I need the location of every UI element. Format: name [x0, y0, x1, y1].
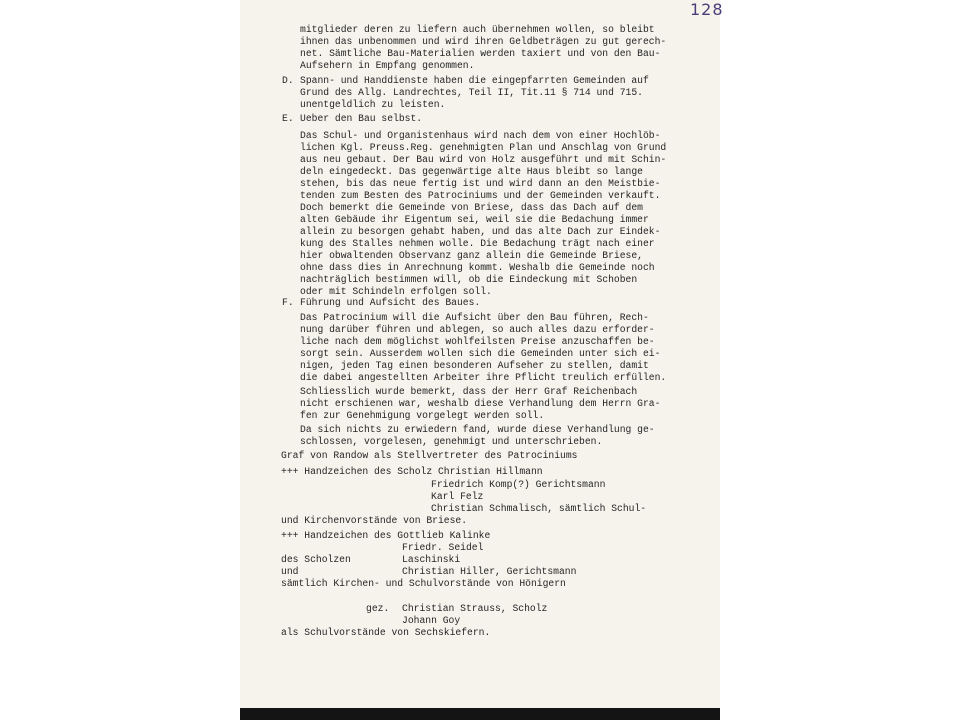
- text-line: oder mit Schindeln erfolgen soll.: [300, 286, 492, 297]
- text-line: Das Patrocinium will die Aufsicht über den Bau führen, Rech-: [300, 312, 649, 323]
- text-line: die dabei angestellten Arbeiter ihre Pflicht treulich erfüllen.: [300, 372, 667, 383]
- text-line: nicht erschienen war, weshalb diese Verhandlung dem Herrn Gra-: [300, 398, 661, 409]
- text-line: net. Sämtliche Bau-Materialien werden taxiert und von den Bau-: [300, 48, 661, 59]
- signature-name: Karl Felz: [431, 491, 484, 502]
- section-marker: D.: [282, 75, 294, 86]
- text-line: unentgeldlich zu leisten.: [300, 99, 446, 110]
- text-line: schlossen, vorgelesen, genehmigt und unterschrieben.: [300, 436, 603, 447]
- signature-line: Graf von Randow als Stellvertreter des Patrociniums: [281, 450, 578, 461]
- scan-bottom-edge: [240, 708, 720, 720]
- text-line: aus neu gebaut. Der Bau wird von Holz ausgeführt und mit Schin-: [300, 154, 667, 165]
- signature-name: Laschinski: [402, 554, 461, 565]
- signature-name: Christian Strauss, Scholz: [402, 603, 548, 614]
- signature-name: Friedr. Seidel: [402, 542, 484, 553]
- signature-name: Christian Hiller, Gerichtsmann: [402, 566, 577, 577]
- text-line: Da sich nichts zu erwiedern fand, wurde diese Verhandlung ge-: [300, 424, 655, 435]
- section-marker: E.: [282, 113, 294, 124]
- signature-name: Friedrich Komp(?) Gerichtsmann: [431, 479, 606, 490]
- text-line: Aufsehern in Empfang genommen.: [300, 60, 475, 71]
- section-marker: F.: [282, 297, 294, 308]
- text-line: lichen Kgl. Preuss.Reg. genehmigten Plan und Anschlag von Grund: [300, 142, 667, 153]
- text-line: fen zur Genehmigung vorgelegt werden soll.: [300, 410, 545, 421]
- signature-label: und: [281, 566, 299, 577]
- text-line: nung darüber führen und ablegen, so auch alles dazu erforder-: [300, 324, 655, 335]
- signature-line: und Kirchenvorstände von Briese.: [281, 515, 468, 526]
- text-line: mitglieder deren zu liefern auch übernehmen wollen, so bleibt: [300, 24, 655, 35]
- signature-name: Johann Goy: [402, 615, 461, 626]
- text-line: Schliesslich wurde bemerkt, dass der Herr Graf Reichenbach: [300, 386, 638, 397]
- text-line: Das Schul- und Organistenhaus wird nach dem von einer Hochlöb-: [300, 130, 661, 141]
- signature-line: +++ Handzeichen des Gottlieb Kalinke: [281, 530, 491, 541]
- text-line: allein zu besorgen gehabt haben, und das alte Dach zur Eindek-: [300, 226, 661, 237]
- signature-label: gez.: [366, 603, 390, 614]
- page-number-stamp: 128: [690, 0, 724, 19]
- text-line: deln eingedeckt. Das gegenwärtige alte Haus bleibt so lange: [300, 166, 643, 177]
- text-line: tenden zum Besten des Patrociniums und der Gemeinden verkauft.: [300, 190, 661, 201]
- text-line: liche nach dem möglichst wohlfeilsten Preise anzuschaffen be-: [300, 336, 655, 347]
- section-heading: Führung und Aufsicht des Baues.: [300, 297, 481, 308]
- signature-line: +++ Handzeichen des Scholz Christian Hillmann: [281, 466, 543, 477]
- signature-label: des Scholzen: [281, 554, 351, 565]
- text-line: stehen, bis das neue fertig ist und wird dann an den Meistbie-: [300, 178, 661, 189]
- text-line: alten Gebäude ihr Eigentum sei, weil sie die Bedachung immer: [300, 214, 649, 225]
- signature-line: sämtlich Kirchen- und Schulvorstände von Hönigern: [281, 578, 566, 589]
- text-line: ohne dass dies in Anrechnung kommt. Weshalb die Gemeinde noch: [300, 262, 655, 273]
- text-line: hier obwaltenden Observanz ganz allein die Gemeinde Briese,: [300, 250, 643, 261]
- section-heading: Ueber den Bau selbst.: [300, 113, 423, 124]
- signature-line: als Schulvorstände von Sechskiefern.: [281, 627, 491, 638]
- text-line: Spann- und Handdienste haben die eingepfarrten Gemeinden auf: [300, 75, 649, 86]
- signature-name: Christian Schmalisch, sämtlich Schul-: [431, 503, 647, 514]
- text-line: ihnen das unbenommen und wird ihren Geldbeträgen zu gut gerech-: [300, 36, 667, 47]
- text-line: nachträglich bestimmen will, ob die Eindeckung mit Schoben: [300, 274, 638, 285]
- text-line: kung des Stalles nehmen wolle. Die Bedachung trägt nach einer: [300, 238, 655, 249]
- text-line: sorgt sein. Ausserdem wollen sich die Gemeinden unter sich ei-: [300, 348, 661, 359]
- text-line: nigen, jeden Tag einen besonderen Aufseher zu stellen, damit: [300, 360, 649, 371]
- text-line: Doch bemerkt die Gemeinde von Briese, dass das Dach auf dem: [300, 202, 643, 213]
- text-line: Grund des Allg. Landrechtes, Teil II, Tit.11 § 714 und 715.: [300, 87, 643, 98]
